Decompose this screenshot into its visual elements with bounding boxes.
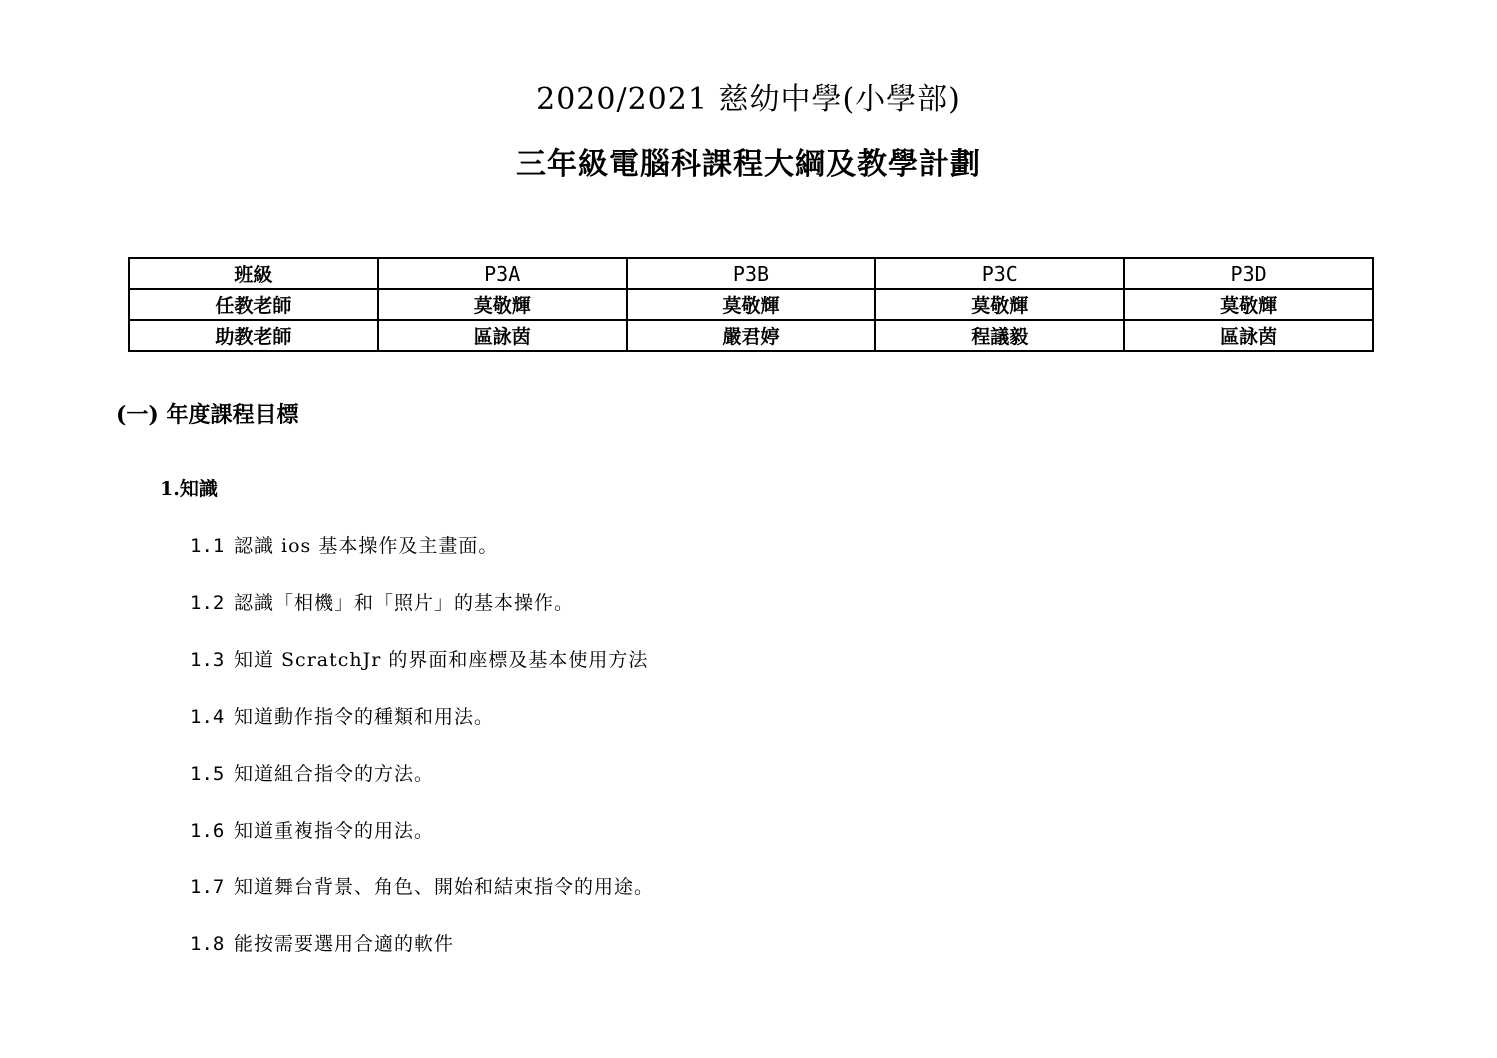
table-cell-teacher: 莫敬輝	[875, 289, 1124, 320]
list-item-number: 1.7	[190, 876, 225, 898]
table-cell-assistant: 區詠茵	[378, 320, 627, 351]
table-cell-class: P3B	[627, 258, 876, 289]
class-teacher-table	[128, 257, 1374, 352]
list-item	[190, 531, 498, 558]
section-heading: (一) 年度課程目標	[116, 402, 299, 428]
table-cell-teacher: 莫敬輝	[1124, 289, 1373, 320]
list-item	[190, 929, 454, 956]
table-row	[129, 289, 1373, 320]
list-item-number: 1.2	[190, 592, 225, 614]
table-cell-header: 任教老師	[129, 289, 378, 320]
table-cell-assistant: 程議毅	[875, 320, 1124, 351]
list-item-text: 認識 ios 基本操作及主畫面。	[234, 535, 499, 557]
table-cell-assistant: 區詠茵	[1124, 320, 1373, 351]
document-title: 2020/2021 慈幼中學(小學部)	[536, 82, 961, 117]
list-item-text: 認識「相機」和「照片」的基本操作。	[234, 592, 575, 614]
table-cell-header: 助教老師	[129, 320, 378, 351]
list-item-number: 1.1	[190, 535, 225, 557]
table-cell-class: P3C	[875, 258, 1124, 289]
list-item-number: 1.5	[190, 763, 225, 785]
list-item	[190, 645, 648, 672]
list-item-text: 能按需要選用合適的軟件	[234, 933, 455, 955]
list-item-text: 知道 ScratchJr 的界面和座標及基本使用方法	[234, 649, 649, 671]
list-item-text: 知道組合指令的方法。	[234, 763, 435, 785]
list-item-text: 知道舞台背景、角色、開始和結束指令的用途。	[234, 876, 655, 898]
table-row	[129, 320, 1373, 351]
list-item	[190, 588, 574, 615]
document-subtitle: 三年級電腦科課程大綱及教學計劃	[516, 147, 981, 182]
table-cell-teacher: 莫敬輝	[378, 289, 627, 320]
table-cell-assistant: 嚴君婷	[627, 320, 876, 351]
list-item-number: 1.3	[190, 649, 225, 671]
table-cell-header: 班級	[129, 258, 378, 289]
table-cell-class: P3D	[1124, 258, 1373, 289]
list-item	[190, 702, 494, 729]
list-item-number: 1.6	[190, 820, 225, 842]
list-item	[190, 872, 654, 899]
table-cell-class: P3A	[378, 258, 627, 289]
table-cell-teacher: 莫敬輝	[627, 289, 876, 320]
list-item-number: 1.8	[190, 933, 225, 955]
subsection-heading: 1.知識	[160, 478, 218, 500]
list-item	[190, 759, 434, 786]
list-item-text: 知道重複指令的用法。	[234, 820, 435, 842]
list-item-number: 1.4	[190, 706, 225, 728]
list-item-text: 知道動作指令的種類和用法。	[234, 706, 495, 728]
table-row	[129, 258, 1373, 289]
list-item	[190, 816, 434, 843]
